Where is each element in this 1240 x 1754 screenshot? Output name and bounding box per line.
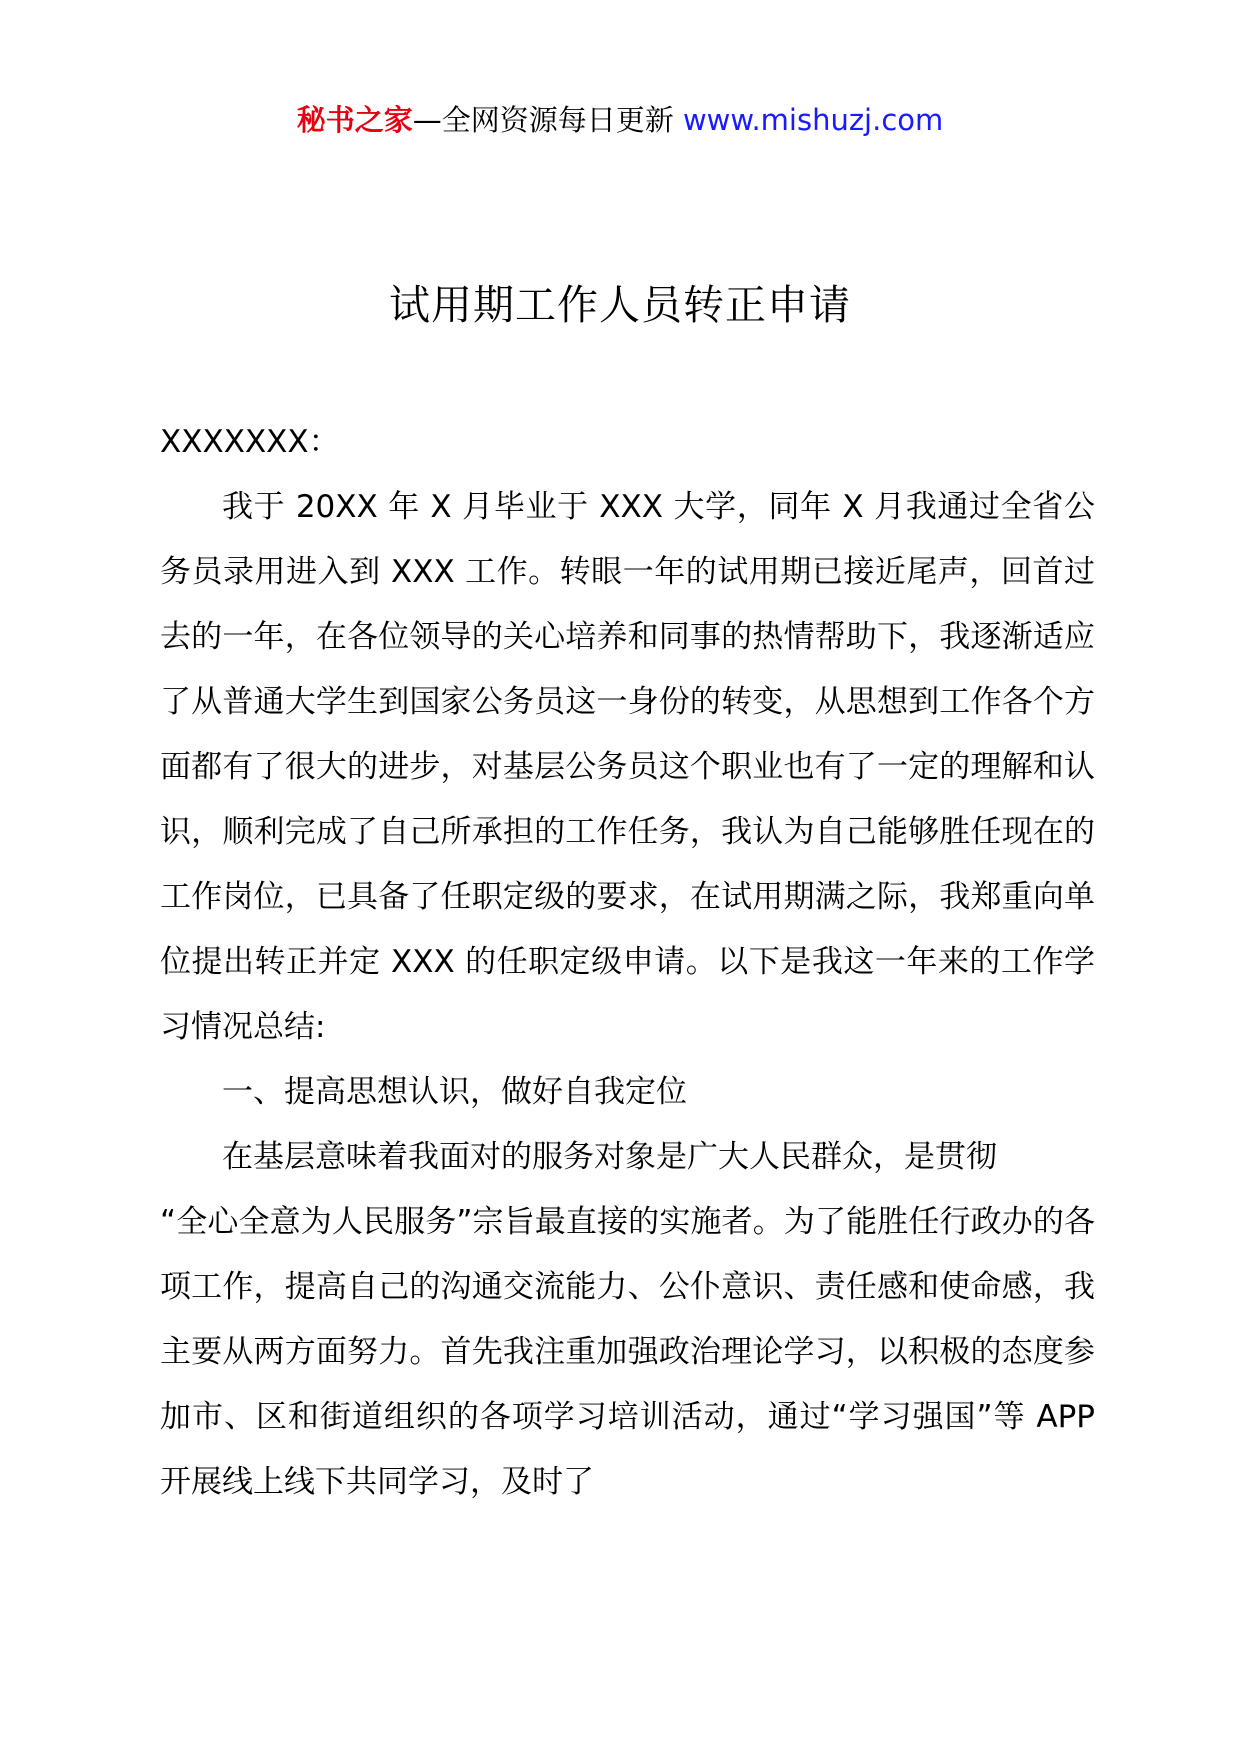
section-paragraph-first-line: 在基层意味着我面对的服务对象是广大人民群众，是贯彻 [222,1139,997,1175]
header-tagline: —全网资源每日更新 [412,103,683,137]
body-paragraph: 我于 20XX 年 X 月毕业于 XXX 大学，同年 X 月我通过全省公务员录用进入到 XXX 工作。转眼一年的试用期已接近尾声，回首过去的一年，在各位领导的关心培养和同事的热情帮助下，我逐渐适应了从普通大学生到国家公务员这一身份的转变，从思想到工作各个方面都有了很大的进步，对基层公务员这个职业也有了一定的理解和认识，顺利完成了自己所承担的工作任务，我认为自己能够胜任现在的工作岗位，已具备了任职定级的要求，在试用期满之际，我郑重向单位提出转正并定 XXX 的任职定级申请。以下是我这一年来的工作学习情况总结: [160,489,1095,1045]
document-body [160,410,1095,1515]
section-heading: 一、提高思想认识，做好自我定位 [222,1074,687,1110]
brand-name: 秘书之家 [296,103,413,137]
section-paragraph: “全心全意为人民服务”宗旨最直接的实施者。为了能胜任行政办的各项工作，提高自己的沟通交流能力、公仆意识、责任感和使命感，我主要从两方面努力。首先我注重加强政治理论学习，以积极的态度参加市、区和街道组织的各项学习培训活动，通过“学习强国”等 APP 开展线上线下共同学习，及时了 [160,1204,1095,1500]
site-url-link[interactable]: www.mishuzj.com [682,103,944,137]
site-header [0,100,1240,140]
document-title: 试用期工作人员转正申请 [389,281,851,329]
salutation: XXXXXXX： [160,424,340,460]
